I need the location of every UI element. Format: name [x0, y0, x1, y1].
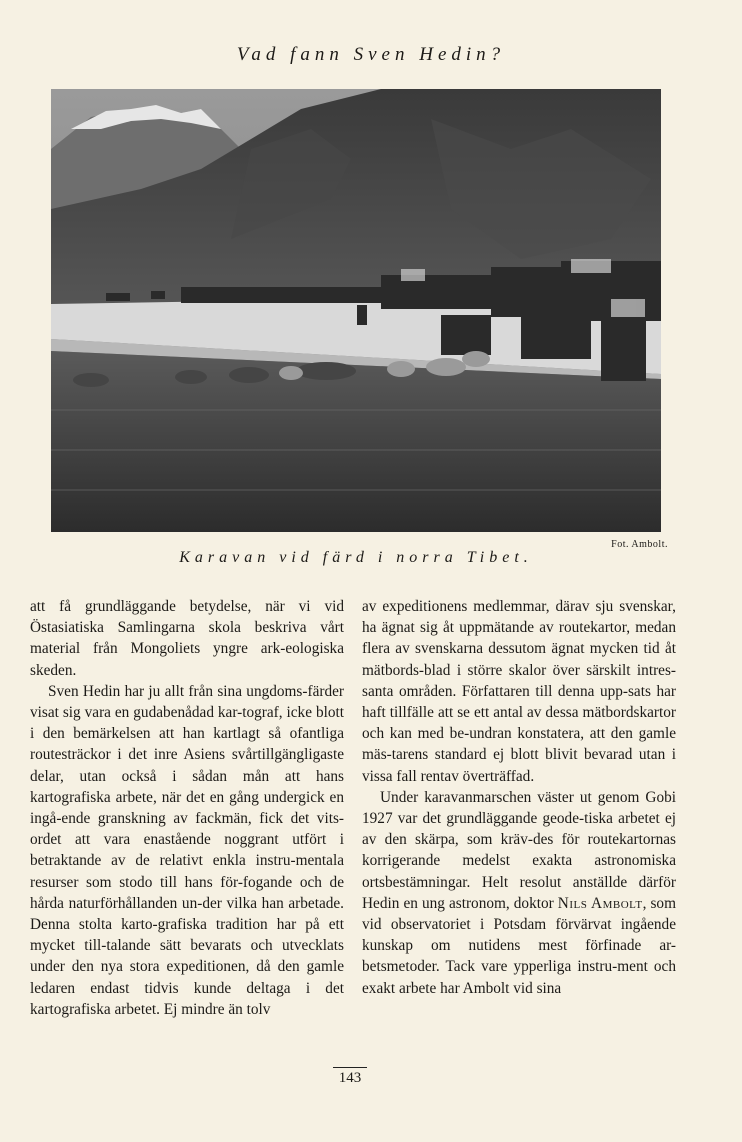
folio-rule	[333, 1067, 367, 1068]
running-head: Vad fann Sven Hedin?	[236, 44, 506, 65]
paragraph-text: Under karavanmarschen väster ut genom Gobi 1927 var det grundläggande geode-tiska arbetet ej av den skärpa, som kräv-des för routekartornas korrigerande medelst exakta astronomiska ortsbestämningar. Helt resolut anställde därför Hedin en ung astronom, doktor	[362, 788, 676, 912]
paragraph: att få grundläggande betydelse, när vi vid Östasiatiska Samlingarna skola beskriva vårt material från Mongoliets yngre ark-eologiska skeden.	[30, 598, 344, 679]
paragraph: Sven Hedin har ju allt från sina ungdoms-färder visat sig vara en gudabenådad kar-tograf, icke blott i den bemärkelsen att han kartlagt så ofantliga routesträckor i det inre Asiens svårtillgängligaste delar, utan också i sådan mån att hans kartografiska arbete, när det en gång undergick en ingå-ende granskning av fackmän, fick det vits-ordet att vara enastående noggrant utfört i betraktande av de relativt enkla instru-mentala resurser som stodo till hans för-fogande och de hårda naturförhållanden un-der vilka han arbetade. Denna stolta karto-grafiska tradition har på ett mycket till-talande sätt bevarats och utvecklats under den nya stora expeditionen, då den gamle ledaren endast tidvis kunde deltaga i det kartografiska arbetet. Ej mindre än tolv	[30, 682, 344, 1018]
photo-credit: Fot. Ambolt.	[611, 539, 668, 550]
paragraph-text: , som vid observatoriet i Potsdam förvärvat ingående kunskap om nutidens mest förfinade ar-betsmetoder. Tack vare ypperliga instru-ment och exakt arbete har Ambolt vid sina	[362, 894, 676, 997]
page-number: 143	[338, 1070, 362, 1086]
photo-caption: Karavan vid färd i norra Tibet.	[179, 549, 533, 566]
paragraph	[362, 787, 676, 999]
right-text-column	[362, 596, 676, 999]
left-text-column	[30, 596, 344, 1020]
paragraph: av expeditionens medlemmar, därav sju svenskar, ha ägnat sig åt uppmätande av routekartor, medan flera av svenskarna dessutom ägnat mycken tid åt mätbords-blad i större skalor över särskilt intres-santa områden. Författaren till denna upp-sats har haft tillfälle att se ett antal av dessa mätbordskartor och kan med be-undran konstatera, att den gamle mäs-tarens standard ej blott blivit bevarad utan i vissa fall rentav överträffad.	[362, 598, 676, 785]
caravan-photograph	[51, 89, 661, 532]
person-name: Nils Ambolt	[557, 894, 643, 912]
